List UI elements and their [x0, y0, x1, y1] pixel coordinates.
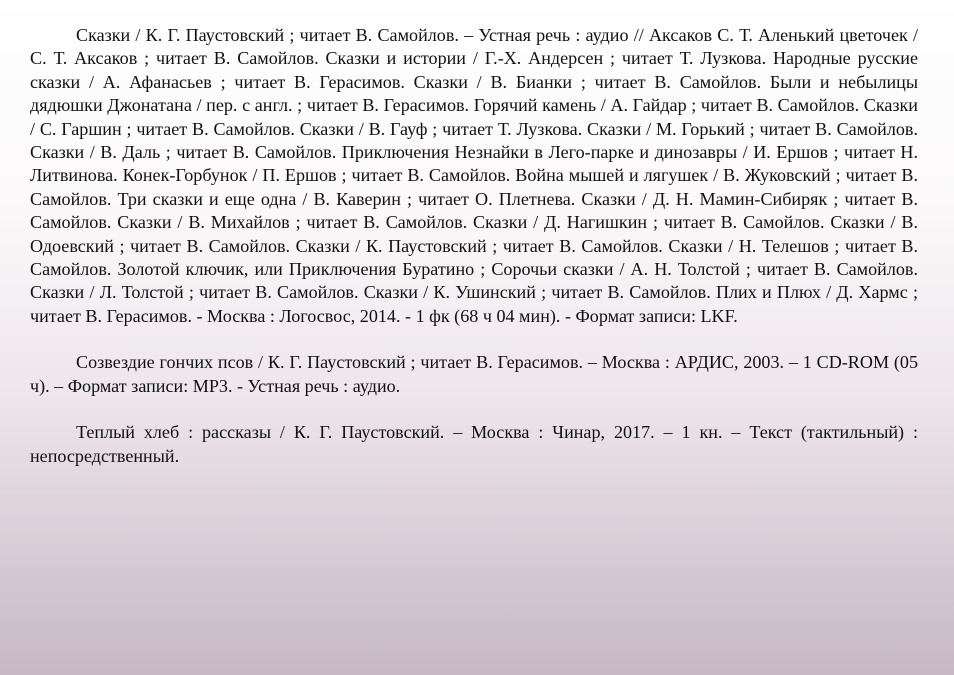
bibliography-entry-sozvezdie: Созвездие гончих псов / К. Г. Паустовский ; читает В. Герасимов. – Москва : АРДИС, 2003. – 1 CD-ROM (05 ч). – Формат записи: MP3. - Устная речь : аудио.	[30, 352, 918, 396]
bibliography-entry-teply-khleb: Теплый хлеб : рассказы / К. Г. Паустовский. – Москва : Чинар, 2017. – 1 кн. – Текст (тактильный) : непосредственный.	[30, 422, 918, 466]
bibliography-entry-skazki: Сказки / К. Г. Паустовский ; читает В. Самойлов. – Устная речь : аудио // Аксаков С. Т. Аленький цветочек / С. Т. Аксаков ; читает В. Самойлов. Сказки и истории / Г.-Х. Андерсен ; читает Т. Лузкова. Народные русские сказки / А. Афанасьев ; читает В. Герасимов. Сказки / В. Бианки ; читает В. Самойлов. Были и небылицы дядюшки Джонатана / пер. с англ. ; читает В. Герасимов. Горячий камень / А. Гайдар ; читает В. Самойлов. Сказки / С. Гаршин ; читает В. Самойлов. Сказки / В. Гауф ; читает Т. Лузкова. Сказки / М. Горький ; читает В. Самойлов. Сказки / В. Даль ; читает В. Самойлов. Приключения Незнайки в Лего-парке и динозавры / И. Ершов ; читает Н. Литвинова. Конек-Горбунок / П. Ершов ; читает В. Самойлов. Война мышей и лягушек / В. Жуковский ; читает В. Самойлов. Три сказки и еще одна / В. Каверин ; читает О. Плетнева. Сказки / Д. Н. Мамин-Сибиряк ; читает В. Самойлов. Сказки / В. Михайлов ; читает В. Самойлов. Сказки / Д. Нагишкин ; читает В. Самойлов. Сказки / В. Одоевский ; читает В. Самойлов. Сказки / К. Паустовский ; читает В. Самойлов. Сказки / Н. Телешов ; читает В. Самойлов. Золотой ключик, или Приключения Буратино ; Сорочьи сказки / А. Н. Толстой ; читает В. Самойлов. Сказки / Л. Толстой ; читает В. Самойлов. Сказки / К. Ушинский ; читает В. Самойлов. Плих и Плюх / Д. Хармс ; читает В. Герасимов. - Москва : Логосвос, 2014. - 1 фк (68 ч 04 мин). - Формат записи: LKF.	[30, 25, 918, 326]
